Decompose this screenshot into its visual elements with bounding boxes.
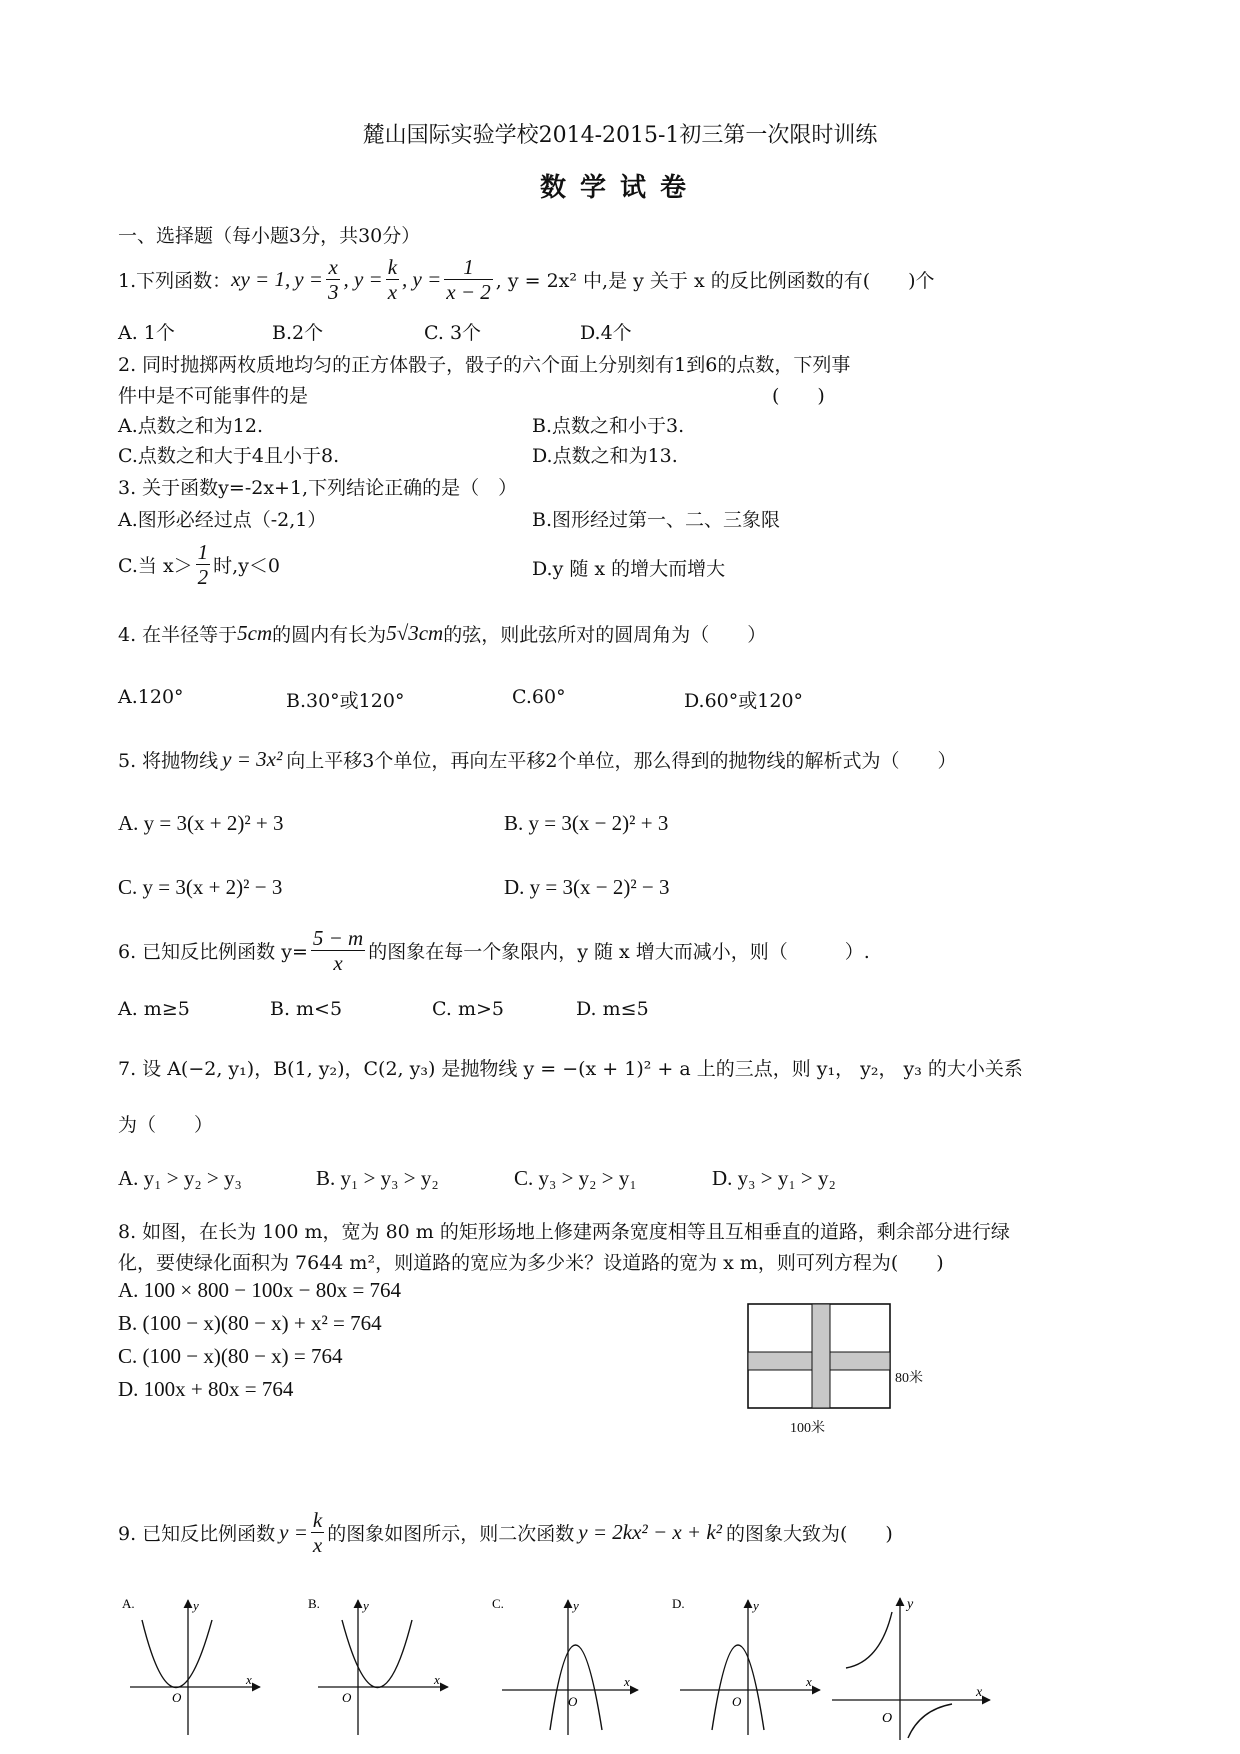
graph-c bbox=[492, 1596, 638, 1735]
q1-option-c: C. 3个 bbox=[424, 322, 482, 344]
graph-ref-origin: O bbox=[882, 1711, 893, 1726]
graph-a-origin: O bbox=[172, 1690, 182, 1705]
graph-d bbox=[672, 1596, 820, 1735]
graph-inverse-reference bbox=[832, 1597, 990, 1740]
q6-stem-b: 的图象在每一个象限内，y 随 x 增大而减小，则（ ）. bbox=[368, 941, 870, 964]
graph-d-x: x bbox=[806, 1674, 812, 1689]
q1-option-b: B.2个 bbox=[272, 322, 324, 344]
q3-c-num: 1 bbox=[197, 540, 209, 564]
graph-c-parabola bbox=[550, 1645, 602, 1730]
q1-frac2-num: x bbox=[326, 255, 341, 280]
q1-function-2-lhs: y = bbox=[294, 267, 323, 292]
q9-fraction bbox=[311, 1508, 324, 1557]
q9-stem-c: 的图象大致为( ) bbox=[725, 1523, 893, 1546]
graph-ref-branch-lower-right bbox=[908, 1704, 952, 1738]
vertical-road bbox=[812, 1304, 830, 1408]
q4-option-b: B.30°或120° bbox=[286, 690, 405, 712]
q8-stem-line2: 化，要使绿化面积为 7644 m²，则道路的宽应为多少米？设道路的宽为 x m，则可列方程为( ) bbox=[118, 1252, 944, 1274]
q3-c-den: 2 bbox=[197, 565, 209, 590]
q9-stem-b: 的图象如图所示，则二次函数 bbox=[327, 1523, 575, 1546]
q3-option-b: B.图形经过第一、二、三象限 bbox=[532, 509, 781, 531]
graph-a-label: A. bbox=[122, 1596, 135, 1611]
q2-option-c: C.点数之和大于4且小于8. bbox=[118, 445, 340, 467]
graph-b-origin: O bbox=[342, 1690, 352, 1705]
q6-option-a: A. m≥5 bbox=[118, 998, 190, 1020]
q6-option-d: D. m≤5 bbox=[576, 998, 649, 1020]
q7-stem-line1: 7. 设 A(−2, y₁)，B(1, y₂)，C(2, y₃) 是抛物线 y = −(x + 1)² + a 上的三点，则 y₁， y₂， y₃ 的大小关系 bbox=[118, 1058, 1023, 1080]
q9-den: x bbox=[312, 1533, 323, 1558]
q3-stem: 3. 关于函数y=-2x+1,下列结论正确的是（ ） bbox=[118, 477, 518, 499]
q5-stem-a: 5. 将抛物线 bbox=[118, 750, 219, 772]
q4-stem-c: 的弦，则此弦所对的圆周角为（ ） bbox=[443, 624, 767, 646]
q3-option-d: D.y 随 x 的增大而增大 bbox=[532, 558, 726, 580]
q1-frac3-den: x bbox=[387, 280, 398, 305]
q6-stem bbox=[118, 926, 870, 975]
q3-c-suffix: 时,y＜0 bbox=[213, 555, 281, 578]
q5-stem-b: 向上平移3个单位，再向左平移2个单位，那么得到的抛物线的解析式为（ ） bbox=[286, 750, 957, 772]
q1-frac4-num: 1 bbox=[444, 255, 493, 280]
q9-num: k bbox=[312, 1508, 323, 1532]
q1-function-1: xy = 1, bbox=[231, 267, 291, 292]
q1-option-d: D.4个 bbox=[580, 322, 632, 344]
q8-option-a: A. 100 × 800 − 100x − 80x = 764 bbox=[118, 1278, 402, 1302]
graph-ref-branch-upper-left bbox=[846, 1612, 892, 1668]
q1-function-5-tail: , y = 2x² 中,是 y 关于 x 的反比例函数的有( )个 bbox=[495, 270, 935, 293]
graph-b-label: B. bbox=[308, 1596, 320, 1611]
exam-title: 麓山国际实验学校2014-2015-1初三第一次限时训练 bbox=[362, 123, 878, 148]
q4-option-c: C.60° bbox=[512, 686, 566, 708]
field-length-label: 100米 bbox=[790, 1421, 825, 1436]
graph-b-y: y bbox=[363, 1598, 369, 1613]
graph-d-origin: O bbox=[732, 1694, 742, 1709]
q1-frac2-den: 3 bbox=[327, 280, 339, 305]
graph-b bbox=[308, 1596, 448, 1735]
exam-subtitle: 数学试卷 bbox=[539, 173, 700, 203]
q1-option-a: A. 1个 bbox=[118, 322, 175, 344]
q8-stem-line1: 8. 如图，在长为 100 m，宽为 80 m 的矩形场地上修建两条宽度相等且互相垂直的道路，剩余部分进行绿 bbox=[118, 1221, 1010, 1243]
q4-option-d: D.60°或120° bbox=[684, 690, 804, 712]
q1-function-3-lhs: , y = bbox=[343, 267, 383, 292]
q7-option-c: C. y₃ > y₂ > y₁ bbox=[514, 1166, 637, 1190]
graph-a-parabola bbox=[142, 1620, 212, 1688]
q2-answer-paren: ( ) bbox=[772, 385, 825, 407]
q1-frac3-num: k bbox=[387, 255, 398, 279]
q4-stem bbox=[118, 620, 766, 647]
q2-option-b: B.点数之和小于3. bbox=[532, 415, 685, 437]
q9-stem-a: 9. 已知反比例函数 bbox=[118, 1523, 276, 1546]
q6-option-c: C. m>5 bbox=[432, 998, 504, 1020]
q7-option-d: D. y₃ > y₁ > y₂ bbox=[712, 1166, 836, 1190]
q9-fn-lhs: y = bbox=[279, 1520, 308, 1545]
graph-b-x: x bbox=[434, 1672, 440, 1687]
q5-option-d: D. y = 3(x − 2)² − 3 bbox=[504, 875, 670, 899]
q1-prefix: 1.下列函数： bbox=[118, 270, 232, 293]
q1-function-4-lhs: , y = bbox=[402, 267, 442, 292]
graph-a bbox=[122, 1596, 260, 1735]
graph-d-parabola bbox=[712, 1645, 764, 1730]
graph-a-y: y bbox=[193, 1598, 199, 1613]
question-1-stem bbox=[118, 255, 935, 304]
section-heading: 一、选择题（每小题3分，共30分） bbox=[118, 225, 421, 247]
q1-frac4-den: x − 2 bbox=[446, 280, 491, 305]
q9-quadratic: y = 2kx² − x + k² bbox=[578, 1520, 722, 1545]
graph-c-origin: O bbox=[568, 1694, 578, 1709]
q4-chord: 5√3cm bbox=[386, 621, 444, 645]
q2-stem-line2: 件中是不可能事件的是 bbox=[118, 385, 309, 407]
q3-c-prefix: C.当 x＞ bbox=[118, 555, 193, 578]
graph-c-label: C. bbox=[492, 1596, 504, 1611]
q2-option-d: D.点数之和为13. bbox=[532, 445, 678, 467]
q6-option-b: B. m<5 bbox=[270, 998, 343, 1020]
field-width-label: 80米 bbox=[895, 1371, 923, 1386]
q6-num: 5 − m bbox=[312, 926, 364, 950]
q5-option-a: A. y = 3(x + 2)² + 3 bbox=[118, 811, 284, 835]
q6-fraction bbox=[311, 926, 365, 975]
graph-c-x: x bbox=[624, 1674, 630, 1689]
graph-ref-x: x bbox=[976, 1685, 983, 1700]
q2-option-a: A.点数之和为12. bbox=[118, 415, 263, 437]
q5-option-c: C. y = 3(x + 2)² − 3 bbox=[118, 875, 283, 899]
graph-d-label: D. bbox=[672, 1596, 685, 1611]
q5-option-b: B. y = 3(x − 2)² + 3 bbox=[504, 811, 669, 835]
q5-function: y = 3x² bbox=[222, 747, 283, 771]
q8-option-c: C. (100 − x)(80 − x) = 764 bbox=[118, 1344, 343, 1368]
graph-ref-y: y bbox=[907, 1597, 914, 1612]
graph-a-x: x bbox=[246, 1672, 252, 1687]
graph-b-parabola bbox=[342, 1620, 412, 1688]
q7-stem-line2: 为（ ） bbox=[118, 1114, 214, 1136]
q4-stem-a: 4. 在半径等于 bbox=[118, 624, 238, 646]
q1-fraction-3 bbox=[386, 255, 399, 304]
q4-stem-b: 的圆内有长为 bbox=[272, 624, 387, 646]
graph-d-y: y bbox=[753, 1598, 759, 1613]
q6-den: x bbox=[333, 951, 343, 976]
q1-fraction-2 bbox=[326, 255, 341, 304]
q8-option-b: B. (100 − x)(80 − x) + x² = 764 bbox=[118, 1311, 382, 1335]
q3-option-a: A.图形必经过点（-2,1） bbox=[118, 509, 327, 531]
q3-c-fraction bbox=[196, 540, 211, 589]
q7-option-a: A. y₁ > y₂ > y₃ bbox=[118, 1166, 242, 1190]
q2-stem-line1: 2. 同时抛掷两枚质地均匀的正方体骰子，骰子的六个面上分别刻有1到6的点数，下列事 bbox=[118, 354, 851, 376]
q4-radius: 5cm bbox=[237, 621, 273, 645]
q9-stem bbox=[118, 1508, 893, 1557]
q3-option-c bbox=[118, 540, 280, 589]
q6-stem-a: 6. 已知反比例函数 y= bbox=[118, 941, 308, 964]
q9-graphs bbox=[120, 1590, 1120, 1740]
q5-stem bbox=[118, 746, 956, 773]
q7-option-b: B. y₁ > y₃ > y₂ bbox=[316, 1166, 439, 1190]
q8-option-d: D. 100x + 80x = 764 bbox=[118, 1377, 294, 1401]
graph-c-y: y bbox=[573, 1598, 579, 1613]
q4-option-a: A.120° bbox=[118, 686, 184, 708]
q8-field-figure bbox=[740, 1300, 940, 1440]
q1-fraction-4 bbox=[444, 255, 493, 304]
